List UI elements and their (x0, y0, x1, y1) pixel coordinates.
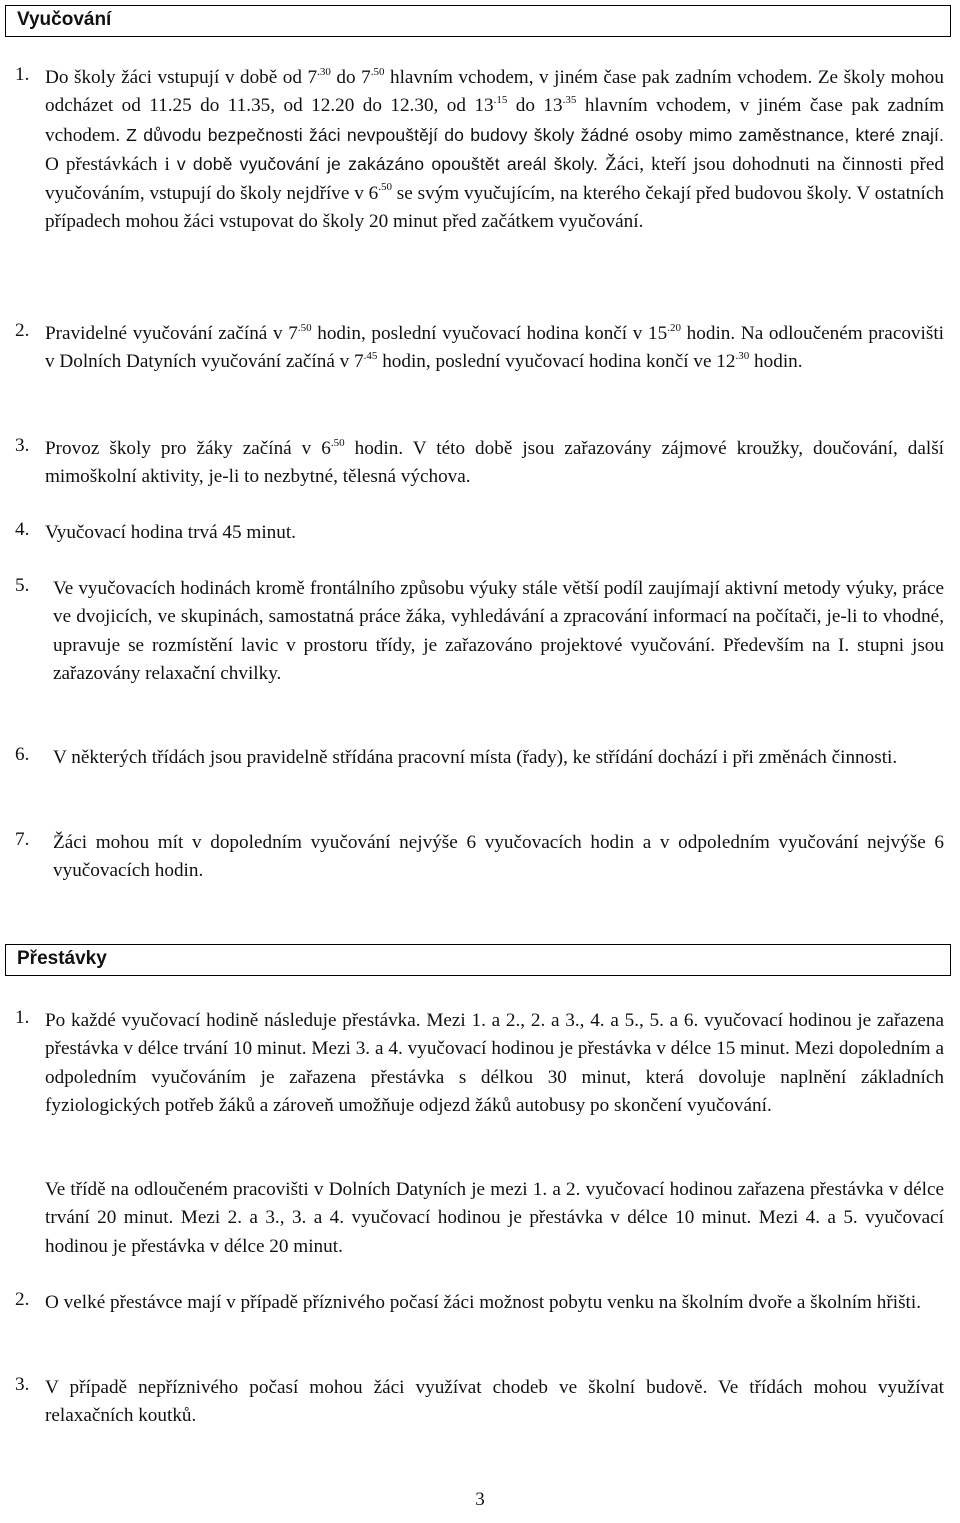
section-heading-vyucovani (5, 5, 951, 37)
item-text: Vyučovací hodina trvá 45 minut. (45, 522, 296, 543)
item-number: 3. (15, 1374, 30, 1395)
time-superscript: .30 (735, 350, 750, 363)
item-number: 6. (15, 744, 30, 765)
break-item-3 (15, 1374, 944, 1431)
text-run: Provoz školy pro žáky začíná v 6 (45, 438, 331, 459)
rule-item-5 (15, 575, 944, 689)
item-number: 5. (15, 575, 30, 596)
item-text (45, 64, 944, 236)
time-superscript: .15 (493, 94, 508, 107)
text-run-sans: v době vyučování je zakázáno opouštět areál školy. (176, 154, 606, 175)
text-run: hlavním vchodem, v jiném čase pak zadním vchodem. (45, 95, 944, 146)
time-superscript: .35 (562, 94, 577, 107)
time-superscript: .20 (667, 321, 681, 334)
text-run: O přestávkách i (45, 154, 177, 176)
text-run: hlavním vchodem, v jiném čase pak zadním vchodem. Ze školy mohou odcházet od 11.25 do 11.35, od 12.20 do 12.30, od 13 (45, 67, 944, 117)
text-run-sans: Z důvodu bezpečnosti žáci nevpouštějí do budovy školy žádné osoby mimo zaměstnance, které znají. (126, 124, 944, 145)
rule-item-6 (15, 744, 944, 772)
break-item-1 (15, 1007, 944, 1121)
item-text: O velké přestávce mají v případě příznivého počasí žáci možnost pobytu venku na školním dvoře a školním hřišti. (45, 1292, 922, 1313)
time-superscript: .50 (370, 65, 385, 78)
text-run: do 7 (330, 67, 371, 88)
text-run: Žáci, kteří jsou dohodnuti na činnosti před vyučováním, vstupují do školy nejdříve v 6 (45, 154, 944, 204)
item-number: 3. (15, 435, 30, 456)
item-text: Ve vyučovacích hodinách kromě frontálního způsobu výuky stále větší podíl zaujímají aktivní metody výuky, práce ve dvojicích, ve skupinách, samostatná práce žáka, vyhledávání a zpracování informací na počítači, je-li to vhodné, upravuje se rozmístění lavic v prostoru třídy, je zařazováno projektové vyučování. Především na I. stupni jsou zařazovány relaxační chvilky. (53, 578, 944, 685)
time-superscript: .30 (317, 65, 331, 78)
item-text: Po každé vyučovací hodině následuje přestávka. Mezi 1. a 2., 2. a 3., 4. a 5., 5. a 6. vyučovací hodinou je zařazena přestávka v délce trvání 10 minut. Mezi 3. a 4. vyučovací hodinou je přestávka v délce 15 minut. Mezi dopoledním a odpoledním vyučováním je zařazena přestávka s délkou 30 minut, která dovoluje naplnění základních fyziologických potřeb žáků a zároveň umožňuje odjezd žáků autobusy po skončení vyučování. (45, 1010, 944, 1117)
item-number: 1. (15, 64, 30, 85)
section-title: Přestávky (17, 948, 107, 969)
item-text: Žáci mohou mít v dopoledním vyučování nejvýše 6 vyučovacích hodin a v odpoledním vyučování nejvýše 6 vyučovacích hodin. (53, 832, 944, 882)
time-superscript: .50 (330, 436, 345, 449)
item-text (45, 435, 944, 492)
break-item-1-continuation: Ve třídě na odloučeném pracovišti v Dolních Datyních je mezi 1. a 2. vyučovací hodinou zařazena přestávka v délce trvání 20 minut. Mezi 2. a 3., 3. a 4. vyučovací hodinou je přestávka v délce 10 minut. Mezi 4. a 5. vyučovací hodinou je přestávka v délce 20 minut. (45, 1179, 944, 1257)
text-run: hodin. Na odloučeném pracovišti v Dolních Datyních vyučování začíná v 7 (45, 323, 944, 373)
text-run: Do školy žáci vstupují v době od 7 (45, 67, 318, 88)
item-text (45, 320, 944, 377)
text-run: V ostatních případech mohou žáci vstupovat do školy 20 minut před začátkem vyučování. (45, 182, 944, 233)
section-title: Vyučování (17, 9, 112, 30)
section-heading-prestavky (5, 944, 951, 976)
time-superscript: .50 (378, 181, 392, 194)
text-run: hodin. V této době jsou zařazovány zájmové kroužky, doučování, další mimoškolní aktivity, je-li to nezbytné, tělesná výchova. (45, 438, 944, 488)
item-number: 2. (15, 320, 30, 341)
rule-item-7 (15, 829, 944, 886)
text-run: hodin, poslední vyučovací hodina končí ve 12 (377, 351, 736, 373)
item-number: 7. (15, 829, 30, 850)
item-number: 1. (15, 1007, 30, 1028)
rule-item-3 (15, 435, 944, 492)
break-item-2 (15, 1289, 944, 1317)
time-superscript: .50 (297, 321, 312, 334)
text-run: hodin, poslední vyučovací hodina končí v 15 (311, 323, 668, 344)
page-number: 3 (475, 1489, 485, 1510)
rule-item-1 (15, 64, 944, 236)
rule-item-4 (15, 519, 944, 547)
text-run: se svým vyučujícím, na kterého čekají před budovou školy. (391, 182, 857, 204)
item-number: 2. (15, 1289, 30, 1310)
time-superscript: .45 (363, 350, 378, 363)
text-run: hodin. (749, 351, 803, 373)
text-run: Pravidelné vyučování začíná v 7 (45, 323, 298, 344)
item-text: V případě nepříznivého počasí mohou žáci využívat chodeb ve školní budově. Ve třídách mohou využívat relaxačních koutků. (45, 1377, 944, 1427)
text-run: do 13 (507, 95, 563, 117)
rule-item-2 (15, 320, 944, 377)
item-text: V některých třídách jsou pravidelně střídána pracovní místa (řady), ke střídání dochází i při změnách činnosti. (53, 747, 898, 768)
item-number: 4. (15, 519, 30, 540)
